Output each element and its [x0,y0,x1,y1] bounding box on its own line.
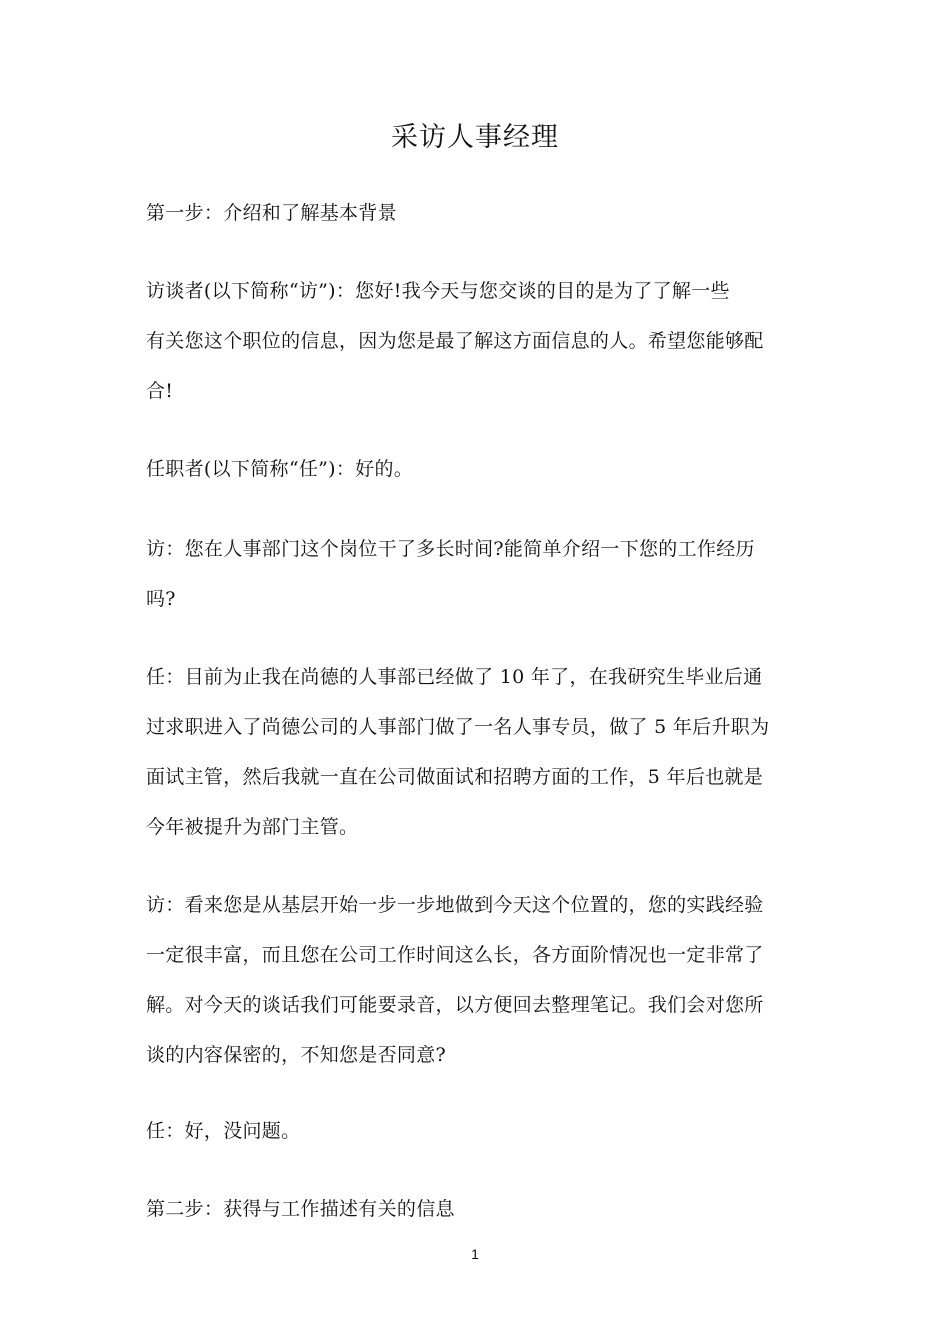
paragraph-line: 吗? [146,588,176,610]
paragraph-step-two-heading [146,1184,811,1234]
paragraph-line: 任职者(以下简称“任”)：好的。 [146,458,414,480]
paragraph-line: 第一步：介绍和了解基本背景 [146,202,397,224]
paragraph-recording-request [146,880,811,1080]
paragraph-line: 访谈者(以下简称“访”)：您好!我今天与您交谈的目的是为了了解一些 [146,280,730,302]
paragraph-line: 合! [146,380,174,402]
paragraph-line: 一定很丰富，而且您在公司工作时间这么长，各方面阶情况也一定非常了 [146,944,764,966]
page-number: 1 [471,1246,479,1262]
paragraph-line: 面试主管，然后我就一直在公司做面试和招聘方面的工作，5 年后也就是 [146,766,764,788]
paragraph-line: 访：看来您是从基层开始一步一步地做到今天这个位置的，您的实践经验 [146,894,764,916]
paragraph-line: 过求职进入了尚德公司的人事部门做了一名人事专员，做了 5 年后升职为 [146,716,770,738]
paragraph-line: 第二步：获得与工作描述有关的信息 [146,1198,455,1220]
paragraph-employee-reply [146,444,811,494]
paragraph-line: 任：好，没问题。 [146,1120,301,1142]
paragraph-line: 今年被提升为部门主管。 [146,816,359,838]
document-title: 采访人事经理 [391,122,559,153]
paragraph-step-one-heading [146,188,811,238]
paragraph-question-tenure [146,524,811,624]
paragraph-agreement [146,1106,811,1156]
paragraph-line: 有关您这个职位的信息，因为您是最了解这方面信息的人。希望您能够配 [146,330,764,352]
paragraph-answer-career [146,652,811,852]
paragraph-line: 谈的内容保密的，不知您是否同意? [146,1044,446,1066]
paragraph-line: 解。对今天的谈话我们可能要录音，以方便回去整理笔记。我们会对您所 [146,994,764,1016]
paragraph-interviewer-intro [146,266,811,416]
paragraph-line: 任：目前为止我在尚德的人事部已经做了 10 年了，在我研究生毕业后通 [146,666,763,688]
paragraph-line: 访：您在人事部门这个岗位干了多长时间?能简单介绍一下您的工作经历 [146,538,755,560]
